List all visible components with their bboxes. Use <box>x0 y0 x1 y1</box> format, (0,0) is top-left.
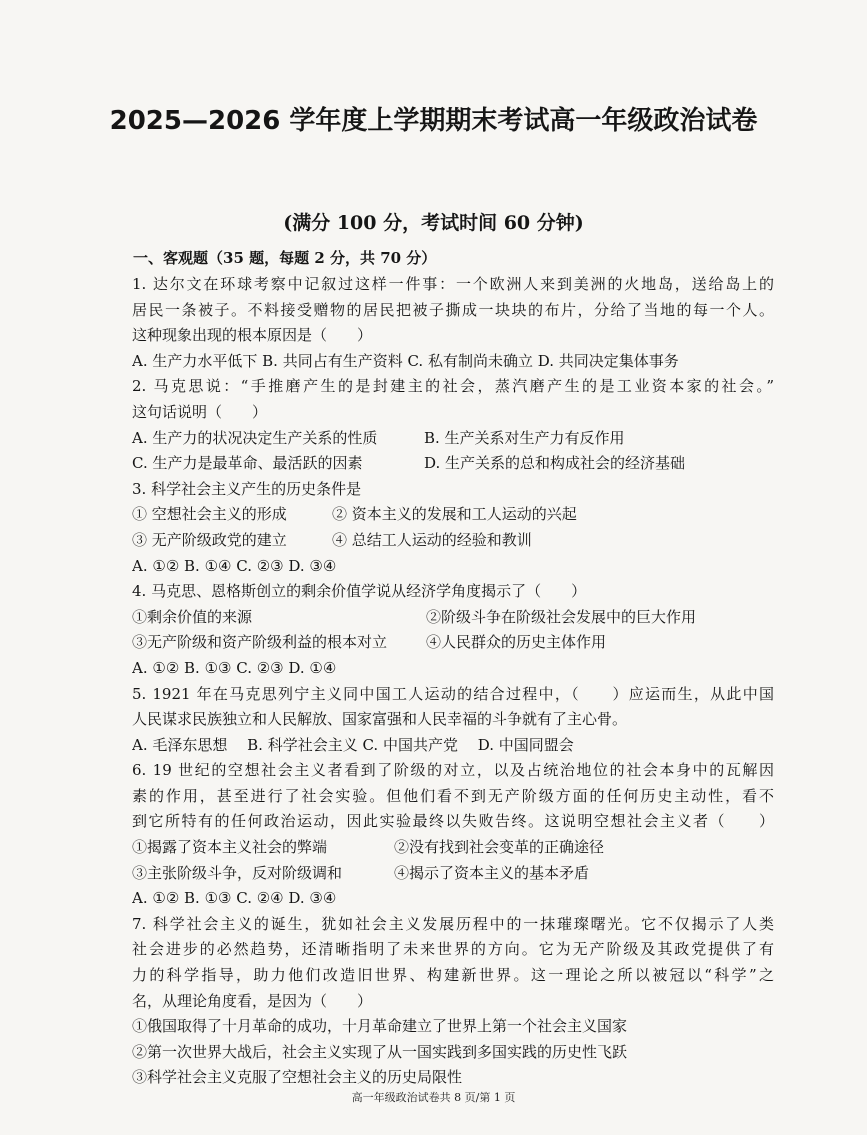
statement-item: ②阶级斗争在阶级社会发展中的巨大作用 <box>426 607 697 626</box>
question-5 <box>132 682 774 759</box>
question-stem-line: 3. 科学社会主义产生的历史条件是 <box>132 479 362 498</box>
statement-item: ②第一次世界大战后，社会主义实现了从一国实践到多国实践的历史性飞跃 <box>132 1042 628 1061</box>
answer-options: A. ①② B. ①③ C. ②④ D. ③④ <box>132 889 337 908</box>
statement-item: ③ 无产阶级政党的建立 <box>132 530 287 549</box>
answer-options: A. ①② B. ①③ C. ②③ D. ①④ <box>132 658 337 677</box>
statement-row <box>132 861 774 887</box>
statement-item: ④人民群众的历史主体作用 <box>426 633 607 652</box>
statement-item: ①俄国取得了十月革命的成功，十月革命建立了世界上第一个社会主义国家 <box>132 1017 628 1036</box>
question-stem-line: 社会进步的必然趋势，还清晰指明了未来世界的方向。它为无产阶级及其政党提供了有 <box>132 940 774 959</box>
question-stem-line: 4. 马克思、恩格斯创立的剩余价值学说从经济学角度揭示了（ ） <box>132 582 587 601</box>
answer-options: A. 生产力水平低下 B. 共同占有生产资料 C. 私有制尚未确立 D. 共同决定集体事务 <box>132 351 679 370</box>
exam-title: 2025—2026 学年度上学期期末考试高一年级政治试卷 <box>109 106 758 136</box>
exam-subtitle: (满分 100 分，考试时间 60 分钟) <box>283 212 584 234</box>
question-stem-line: 2. 马克思说：“手推磨产生的是封建主的社会，蒸汽磨产生的是工业资本家的社会。” <box>132 377 774 396</box>
question-6 <box>132 758 774 912</box>
answer-option: C. 生产力是最革命、最活跃的因素 <box>132 454 363 473</box>
question-7 <box>132 912 774 1091</box>
statement-row <box>132 502 774 528</box>
question-2 <box>132 374 774 476</box>
question-stem-line: 素的作用，甚至进行了社会实验。但他们看不到无产阶级方面的任何历史主动性，看不 <box>132 786 774 805</box>
question-stem-line: 这种现象出现的根本原因是（ ） <box>132 326 373 345</box>
question-stem-line: 力的科学指导，助力他们改造旧世界、构建新世界。这一理论之所以被冠以“科学”之 <box>132 966 774 985</box>
question-stem-line: 5. 1921 年在马克思列宁主义同中国工人运动的结合过程中，（ ）应运而生，从此中国 <box>132 684 774 703</box>
question-4 <box>132 579 774 681</box>
answer-options-row <box>132 426 774 452</box>
question-stem-line: 居民一条被子。不料接受赠物的居民把被子撕成一块块的布片，分给了当地的每一个人。 <box>132 300 774 319</box>
statement-item: ② 资本主义的发展和工人运动的兴起 <box>332 505 577 524</box>
statement-row <box>132 630 774 656</box>
answer-options-row <box>132 451 774 477</box>
question-stem-line: 7. 科学社会主义的诞生，犹如社会主义发展历程中的一抹璀璨曙光。它不仅揭示了人类 <box>132 914 774 933</box>
statement-item: ①揭露了资本主义社会的弊端 <box>132 838 328 857</box>
statement-item: ③主张阶级斗争，反对阶级调和 <box>132 863 343 882</box>
question-stem-line: 1. 达尔文在环球考察中记叙过这样一件事：一个欧洲人来到美洲的火地岛，送给岛上的 <box>132 275 774 293</box>
statement-item: ①剩余价值的来源 <box>132 607 253 626</box>
answer-options: A. 毛泽东思想 B. 科学社会主义 C. 中国共产党 D. 中国同盟会 <box>132 735 574 754</box>
question-stem-line: 名，从理论角度看，是因为（ ） <box>132 991 373 1010</box>
question-stem-line: 人民谋求民族独立和人民解放、国家富强和人民幸福的斗争就有了主心骨。 <box>132 710 628 729</box>
statement-row <box>132 835 774 861</box>
statement-item: ③科学社会主义克服了空想社会主义的历史局限性 <box>132 1068 463 1087</box>
statement-row <box>132 528 774 554</box>
question-body <box>132 272 774 1091</box>
answer-option: B. 生产关系对生产力有反作用 <box>424 428 625 447</box>
question-1 <box>132 272 774 374</box>
question-stem-line: 这句话说明（ ） <box>132 402 268 421</box>
question-stem-line: 到它所特有的任何政治运动，因此实验最终以失败告终。这说明空想社会主义者（ ） <box>132 812 774 831</box>
statement-item: ① 空想社会主义的形成 <box>132 505 287 524</box>
statement-item: ③无产阶级和资产阶级利益的根本对立 <box>132 633 388 652</box>
statement-row <box>132 605 774 631</box>
question-3 <box>132 477 774 579</box>
page-footer: 高一年级政治试卷共 8 页/第 1 页 <box>351 1091 516 1104</box>
answer-options: A. ①② B. ①④ C. ②③ D. ③④ <box>132 556 337 575</box>
answer-option: A. 生产力的状况决定生产关系的性质 <box>132 428 378 447</box>
statement-item: ②没有找到社会变革的正确途径 <box>394 838 605 857</box>
answer-option: D. 生产关系的总和构成社会的经济基础 <box>424 454 686 473</box>
question-stem-line: 6. 19 世纪的空想社会主义者看到了阶级的对立，以及占统治地位的社会本身中的瓦解因 <box>132 761 774 780</box>
statement-item: ④ 总结工人运动的经验和教训 <box>332 530 532 549</box>
section-heading: 一、客观题（35 题，每题 2 分，共 70 分） <box>133 249 437 267</box>
statement-item: ④揭示了资本主义的基本矛盾 <box>394 863 590 882</box>
